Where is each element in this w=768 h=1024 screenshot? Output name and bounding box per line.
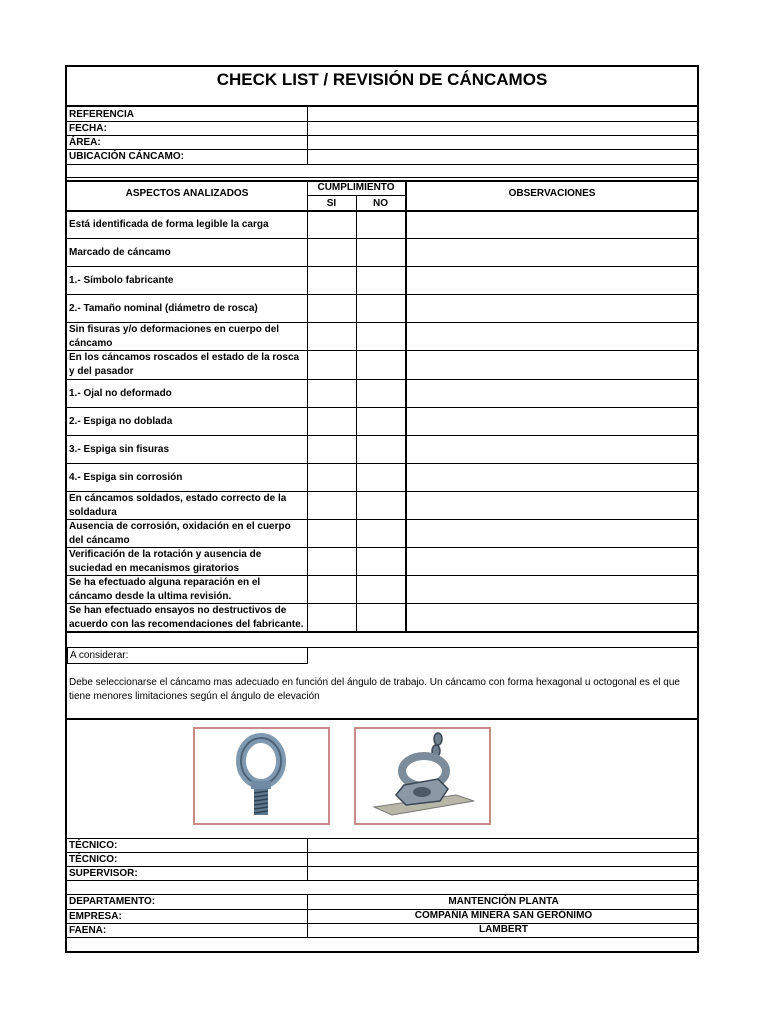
row-6-text: En los cáncamos roscados el estado de la rosca y del pasador [69,352,300,377]
empresa-label: EMPRESA: [69,911,122,922]
field-ubicacion-label: UBICACIÓN CÁNCAMO: [69,151,184,162]
considerar-text: Debe seleccionarse el cáncamo mas adecuado en función del ángulo de trabajo. Un cáncamo con forma hexagonal u octogonal es el que tiene menores limitaciones según el ángulo de elevación [69,677,680,702]
col-no-header: NO [373,198,388,209]
field-referencia-label: REFERENCIA [69,109,135,120]
row-13-text: Verificación de la rotación y ausencia de suciedad en mecanismos giratorios [69,549,262,574]
tecnico-1-input[interactable] [308,839,699,852]
eyebolt-icon [195,729,328,823]
col-aspectos-header: ASPECTOS ANALIZADOS [125,188,249,199]
field-area-input[interactable] [308,136,699,149]
page-title: CHECK LIST / REVISIÓN DE CÁNCAMOS [216,70,548,89]
row-8-text: 2.- Espiga no doblada [69,416,173,427]
departamento-value: MANTENCIÓN PLANTA [448,896,559,907]
row-3-text: 1.- Símbolo fabricante [69,275,174,286]
checklist-sheet [65,65,699,953]
tecnico-2-label: TÉCNICO: [69,854,118,865]
row-1-text: Está identificada de forma legible la carga [69,219,269,230]
field-ubicacion-input[interactable] [308,150,699,164]
row-11-text: En cáncamos soldados, estado correcto de la soldadura [69,493,287,518]
supervisor-label: SUPERVISOR: [69,868,138,879]
row-9-text: 3.- Espiga sin fisuras [69,444,170,455]
row-10-text: 4.- Espiga sin corrosión [69,472,183,483]
tecnico-1-label: TÉCNICO: [69,840,118,851]
swivel-eyebolt-icon [356,729,489,823]
row-2-text: Marcado de cáncamo [69,247,171,258]
faena-value: LAMBERT [479,924,528,935]
row-15-text: Se han efectuado ensayos no destructivos de acuerdo con las recomendaciones del fabricante. [69,605,304,630]
considerar-label: A considerar: [67,647,308,664]
tecnico-2-input[interactable] [308,853,699,866]
row-5-text: Sin fisuras y/o deformaciones en cuerpo del cáncamo [69,324,280,349]
field-fecha-label: FECHA: [69,123,107,134]
row-12-text: Ausencia de corrosión, oxidación en el cuerpo del cáncamo [69,521,291,546]
field-referencia-input[interactable] [308,106,699,121]
swivel-eyebolt-photo [354,727,491,825]
row-14-text: Se ha efectuado alguna reparación en el cáncamo desde la ultima revisión. [69,577,261,602]
row-7-text: 1.- Ojal no deformado [69,388,172,399]
eyebolt-photo [193,727,330,825]
departamento-label: DEPARTAMENTO: [69,896,156,907]
field-fecha-input[interactable] [308,122,699,135]
col-si-header: SI [326,198,337,209]
row-4-text: 2.- Tamaño nominal (diámetro de rosca) [69,303,258,314]
col-observaciones-header: OBSERVACIONES [508,188,596,199]
empresa-value: COMPAÑIA MINERA SAN GERÓNIMO [414,910,593,921]
faena-label: FAENA: [69,925,107,936]
supervisor-input[interactable] [308,867,699,880]
field-area-label: ÁREA: [69,137,101,148]
col-cumplimiento-header: CUMPLIMIENTO [317,182,395,193]
